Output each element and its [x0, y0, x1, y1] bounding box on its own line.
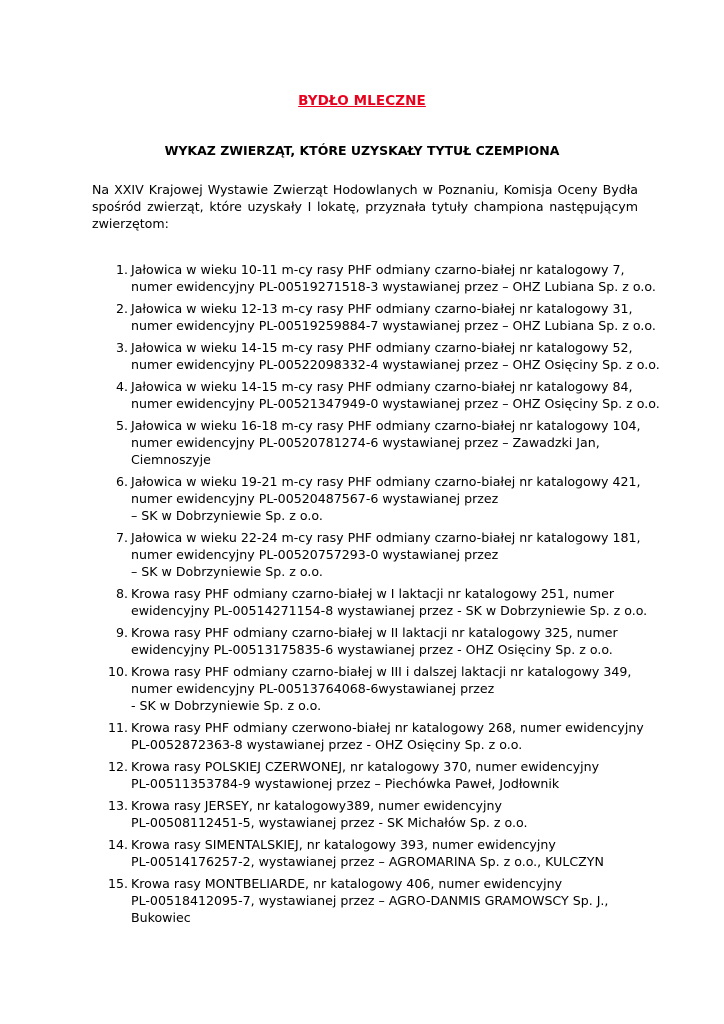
list-item-line: Krowa rasy POLSKIEJ CZERWONEJ, nr katalogowy 370, numer ewidencyjny	[131, 759, 600, 774]
list-item-line: PL-00518412095-7, wystawianej przez – AGRO-DANMIS GRAMOWSCY Sp. J.,	[131, 893, 609, 908]
list-item-line: PL-0052872363-8 wystawianej przez - OHZ Osięciny Sp. z o.o.	[131, 737, 523, 752]
list-item	[92, 585, 648, 619]
list-item	[92, 797, 638, 831]
list-item-line: Krowa rasy PHF odmiany czarno-białej w II laktacji nr katalogowy 325, numer	[131, 625, 618, 640]
document-subtitle: WYKAZ ZWIERZĄT, KTÓRE UZYSKAŁY TYTUŁ CZEMPIONA	[164, 143, 560, 158]
list-item-number: 11.	[107, 720, 128, 735]
list-item-line: Krowa rasy SIMENTALSKIEJ, nr katalogowy 393, numer ewidencyjny	[131, 837, 556, 852]
list-item	[92, 719, 644, 753]
list-item	[92, 300, 656, 334]
list-item-line: Jałowica w wieku 12-13 m-cy rasy PHF odmiany czarno-białej nr katalogowy 31,	[131, 301, 633, 316]
list-item-line: numer ewidencyjny PL-00520757293-0 wystawianej przez	[131, 547, 499, 562]
list-item-line: Ciemnoszyje	[131, 452, 211, 467]
list-item-number: 8.	[115, 586, 128, 601]
list-item	[92, 529, 641, 580]
list-item-number: 7.	[115, 530, 128, 545]
list-item	[92, 339, 660, 373]
list-item-line: Krowa rasy PHF odmiany czarno-białej w III i dalszej laktacji nr katalogowy 349,	[131, 664, 632, 679]
list-item-line: ewidencyjny PL-00514271154-8 wystawianej przez - SK w Dobrzyniewie Sp. z o.o.	[131, 603, 648, 618]
list-item-line: Jałowica w wieku 10-11 m-cy rasy PHF odmiany czarno-białej nr katalogowy 7,	[131, 262, 625, 277]
list-item-number: 9.	[115, 625, 128, 640]
champion-list	[92, 261, 660, 931]
list-item-line: Krowa rasy MONTBELIARDE, nr katalogowy 406, numer ewidencyjny	[131, 876, 563, 891]
list-item	[92, 261, 656, 295]
list-item-number: 4.	[115, 379, 128, 394]
list-item-line: Jałowica w wieku 22-24 m-cy rasy PHF odmiany czarno-białej nr katalogowy 181,	[131, 530, 641, 545]
list-item	[92, 875, 638, 926]
list-item-line: PL-00511353784-9 wystawionej przez – Piechówka Paweł, Jodłownik	[131, 776, 560, 791]
list-item-line: – SK w Dobrzyniewie Sp. z o.o.	[131, 564, 323, 579]
list-item-line: numer ewidencyjny PL-00519259884-7 wystawianej przez – OHZ Lubiana Sp. z o.o.	[131, 318, 656, 333]
list-item-line: PL-00508112451-5, wystawianej przez - SK Michałów Sp. z o.o.	[131, 815, 528, 830]
list-item-line: - SK w Dobrzyniewie Sp. z o.o.	[131, 698, 322, 713]
list-item-number: 15.	[107, 876, 128, 891]
list-item	[92, 378, 660, 412]
list-item-line: numer ewidencyjny PL-00519271518-3 wystawianej przez – OHZ Lubiana Sp. z o.o.	[131, 279, 656, 294]
list-item-line: Krowa rasy PHF odmiany czerwono-białej nr katalogowy 268, numer ewidencyjny	[131, 720, 644, 735]
list-item-line: numer ewidencyjny PL-00520487567-6 wystawianej przez	[131, 491, 499, 506]
list-item	[92, 836, 638, 870]
list-item-line: Jałowica w wieku 14-15 m-cy rasy PHF odmiany czarno-białej nr katalogowy 84,	[131, 379, 633, 394]
list-item	[92, 663, 638, 714]
list-item-line: Jałowica w wieku 16-18 m-cy rasy PHF odmiany czarno-białej nr katalogowy 104,	[131, 418, 641, 433]
list-item-number: 6.	[115, 474, 128, 489]
list-item-line: numer ewidencyjny PL-00522098332-4 wystawianej przez – OHZ Osięciny Sp. z o.o.	[131, 357, 660, 372]
list-item-number: 14.	[107, 837, 128, 852]
list-item-line: numer ewidencyjny PL-00520781274-6 wystawianej przez – Zawadzki Jan,	[131, 435, 600, 450]
document-title: BYDŁO MLECZNE	[298, 93, 426, 109]
list-item-number: 10.	[107, 664, 128, 679]
list-item-number: 2.	[115, 301, 128, 316]
list-item-line: Jałowica w wieku 14-15 m-cy rasy PHF odmiany czarno-białej nr katalogowy 52,	[131, 340, 633, 355]
list-item-line: – SK w Dobrzyniewie Sp. z o.o.	[131, 508, 323, 523]
list-item-line: PL-00514176257-2, wystawianej przez – AGROMARINA Sp. z o.o., KULCZYN	[131, 854, 604, 869]
list-item-line: numer ewidencyjny PL-00513764068-6wystawianej przez	[131, 681, 495, 696]
list-item	[92, 624, 638, 658]
list-item-number: 12.	[107, 759, 128, 774]
list-item	[92, 758, 638, 792]
list-item-line: Bukowiec	[131, 910, 191, 925]
list-item-line: Krowa rasy PHF odmiany czarno-białej w I laktacji nr katalogowy 251, numer	[131, 586, 615, 601]
list-item	[92, 473, 641, 524]
list-item-number: 13.	[107, 798, 128, 813]
list-item-number: 3.	[115, 340, 128, 355]
list-item-line: Krowa rasy JERSEY, nr katalogowy389, numer ewidencyjny	[131, 798, 502, 813]
list-item-number: 1.	[115, 262, 128, 277]
list-item-line: ewidencyjny PL-00513175835-6 wystawianej przez - OHZ Osięciny Sp. z o.o.	[131, 642, 613, 657]
list-item-line: numer ewidencyjny PL-00521347949-0 wystawianej przez – OHZ Osięciny Sp. z o.o.	[131, 396, 660, 411]
list-item	[92, 417, 641, 468]
list-item-number: 5.	[115, 418, 128, 433]
list-item-line: Jałowica w wieku 19-21 m-cy rasy PHF odmiany czarno-białej nr katalogowy 421,	[131, 474, 641, 489]
intro-paragraph: Na XXIV Krajowej Wystawie Zwierząt Hodowlanych w Poznaniu, Komisja Oceny Bydła spośród zwierząt, które uzyskały I lokatę, przyznała tytuły championa następującym zwierzętom:	[92, 182, 638, 231]
